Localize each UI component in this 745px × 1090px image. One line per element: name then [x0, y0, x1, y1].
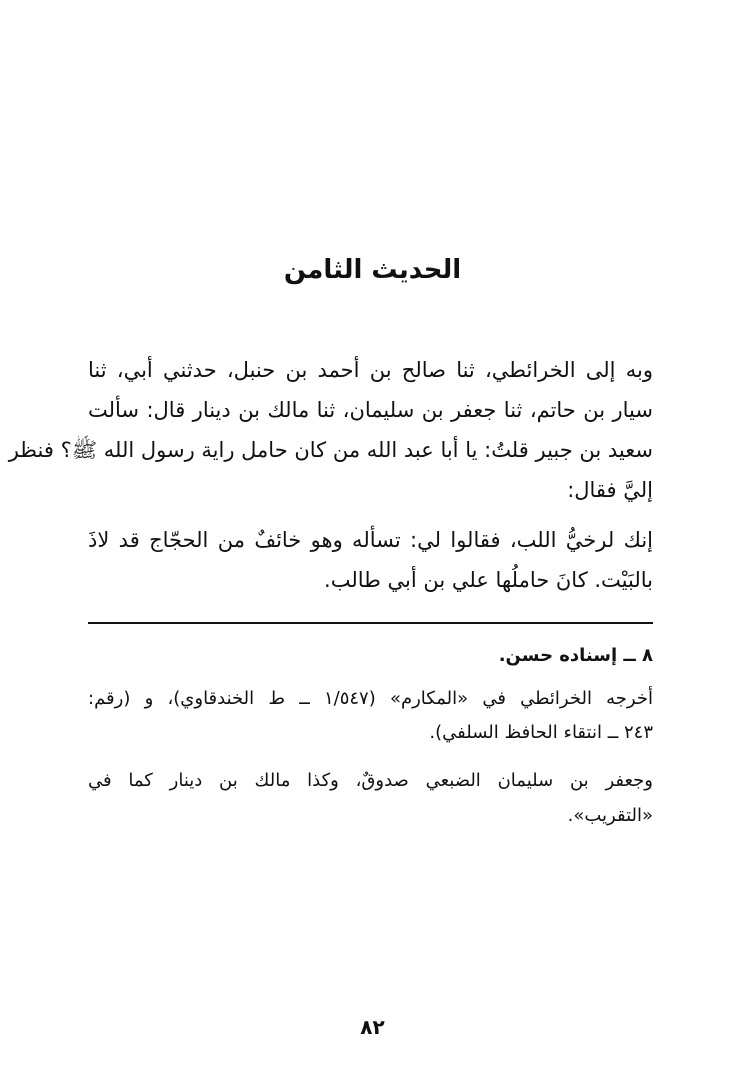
text-line: سعيد بن جبير قلتُ: يا أبا عبد الله من كان حامل راية رسول الله ﷺ؟ فنظر	[8, 438, 653, 462]
footnote-line: «التقريب».	[567, 805, 653, 826]
text-line: إنك لرخيُّ اللب، فقالوا لي: تسأله وهو خائفٌ من الحجّاج قد لاذَ	[88, 528, 653, 552]
text-line: بالبَيْت. كانَ حاملُها علي بن أبي طالب.	[324, 568, 653, 592]
footnote-heading: ٨ ــ إسناده حسن.	[498, 645, 653, 666]
footnote-line: أخرجه الخرائطي في «المكارم» (١/٥٤٧ ــ ط الخندقاوي)، و (رقم:	[88, 688, 653, 709]
hadith-title: الحديث الثامن	[283, 255, 462, 285]
page-number: ٨٢	[360, 1015, 385, 1039]
footnote-line: وجعفر بن سليمان الضبعي صدوقٌ، وكذا مالك بن دينار كما في	[88, 770, 653, 791]
text-line: سيار بن حاتم، ثنا جعفر بن سليمان، ثنا مالك بن دينار قال: سألت	[88, 398, 653, 422]
footnote-divider	[88, 622, 653, 624]
text-line: إليَّ فقال:	[567, 478, 653, 502]
footnote-line: ٢٤٣ ــ انتقاء الحافظ السلفي).	[429, 722, 653, 743]
text-line: وبه إلى الخرائطي، ثنا صالح بن أحمد بن حنبل، حدثني أبي، ثنا	[88, 358, 653, 382]
